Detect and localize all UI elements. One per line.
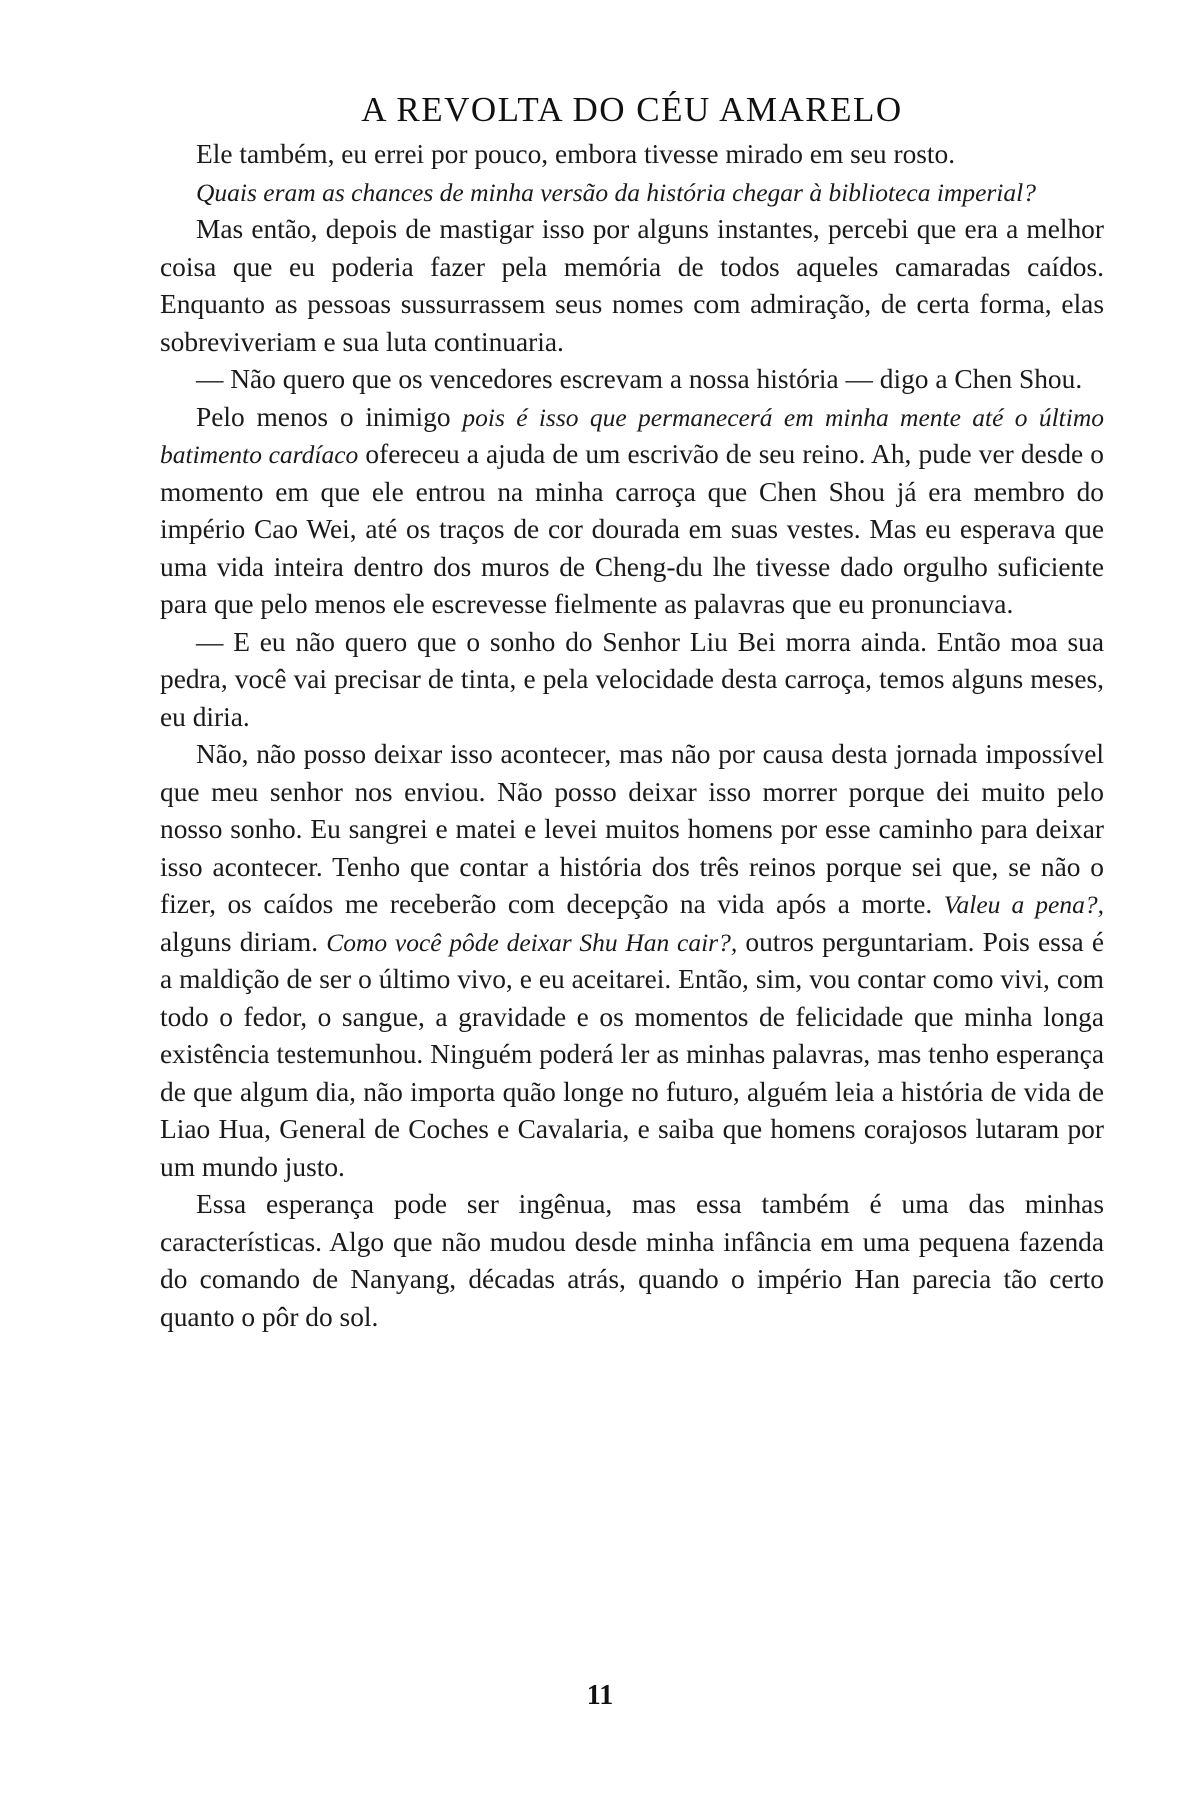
page-content — [160, 86, 1104, 1336]
paragraph — [160, 1186, 1104, 1336]
text-run: Não, não posso deixar isso acontecer, mas não por causa desta jornada impossível que meu senhor nos enviou. Não posso deixar isso morrer porque dei muito pelo nosso sonho. Eu sangrei e matei e levei muitos homens por esse caminho para deixar isso acontecer. Tenho que contar a história dos três reinos porque sei que, se não o fizer, os caídos me receberão com decepção na vida após a morte. — [160, 739, 1104, 919]
text-run: Pelo menos o inimigo — [196, 401, 463, 432]
text-run: Mas então, depois de mastigar isso por alguns instantes, percebi que era a melhor coisa que eu poderia fazer pela memória de todos aqueles camaradas caídos. Enquanto as pessoas sussurrassem seus nomes com admiração, de certa forma, elas sobreviveriam e sua luta continuaria. — [160, 214, 1104, 357]
page-number: 11 — [586, 1680, 614, 1711]
paragraph — [160, 736, 1104, 1186]
text-run: Essa esperança pode ser ingênua, mas essa também é uma das minhas características. Algo que não mudou desde minha infância em uma pequena fazenda do comando de Nanyang, décadas atrás, quando o império Han parecia tão certo quanto o pôr do sol. — [160, 1189, 1104, 1332]
running-head: A REVOLTA DO CÉU AMARELO — [361, 90, 903, 129]
text-run: — Não quero que os vencedores escrevam a nossa história — digo a Chen Shou. — [196, 364, 1083, 394]
text-run: ofereceu a ajuda de um escrivão de seu reino. Ah, pude ver desde o momento em que ele entrou na minha carroça que Chen Shou já era membro do império Cao Wei, até os traços de cor dourada em suas vestes. Mas eu esperava que uma vida inteira dentro dos muros de Cheng-du lhe tivesse dado orgulho suficiente para que pelo menos ele escrevesse fielmente as palavras que eu pronunciava. — [160, 439, 1104, 619]
italic-run: pois é isso que permanecerá em minha mente até o último batimento cardíaco — [160, 402, 1104, 469]
paragraph — [160, 211, 1104, 361]
italic-run: Quais eram as chances de minha versão da história chegar à biblioteca imperial? — [196, 177, 1036, 207]
paragraph — [160, 174, 1104, 212]
text-run: Ele também, eu errei por pouco, embora tivesse mirado em seu rosto. — [196, 139, 956, 169]
text-run: alguns diriam. — [160, 926, 327, 957]
text-run: — E eu não quero que o sonho do Senhor Liu Bei morra ainda. Então moa sua pedra, você vai precisar de tinta, e pela velocidade desta carroça, temos alguns meses, eu diria. — [160, 626, 1104, 732]
paragraph — [160, 361, 1104, 399]
text-run: outros perguntariam. Pois essa é a maldição de ser o último vivo, e eu aceitarei. Então, sim, vou contar como vivi, com todo o fedor, o sangue, a gravidade e os momentos de felicidade que minha longa existência testemunhou. Ninguém poderá ler as minhas palavras, mas tenho esperança de que algum dia, não importa quão longe no futuro, alguém leia a história de vida de Liao Hua, General de Coches e Cavalaria, e saiba que homens corajosos lutaram por um mundo justo. — [160, 926, 1104, 1182]
paragraph — [160, 624, 1104, 737]
italic-run: Como você pôde deixar Shu Han cair?, — [326, 927, 738, 957]
paragraph — [160, 399, 1104, 624]
paragraph — [160, 136, 1104, 174]
body-text — [160, 136, 1104, 1336]
italic-run: Valeu a pena?, — [943, 890, 1104, 919]
